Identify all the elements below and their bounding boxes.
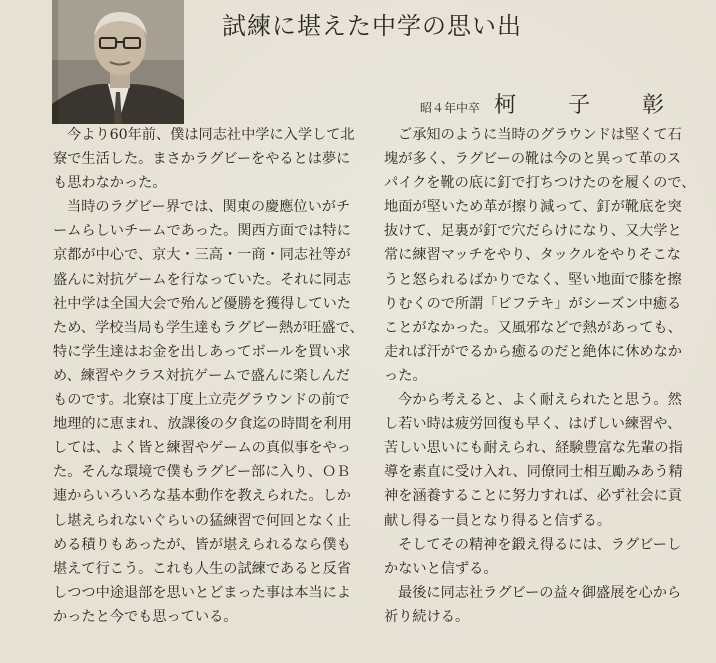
text-line: 盛んに対抗ゲームを行なっていた。それに同志: [53, 271, 351, 288]
author-name: 柯子彰: [494, 93, 716, 118]
text-line: し若い時は疲労回復も早く、はげしい練習や、: [384, 416, 682, 433]
text-line: ため、学校当局も学生達もラグビー熱が旺盛で、: [53, 319, 364, 336]
text-line: 苦しい思いにも耐えられ、経験豊富な先輩の指: [384, 440, 683, 457]
text-line: 走れば汗がでるから癒るのだと絶体に休めなか: [384, 343, 682, 360]
text-line: め、練習やクラス対抗ゲームで盛んに楽しんだ: [53, 367, 350, 384]
text-line: かったと今でも思っている。: [53, 608, 238, 625]
text-line: ームらしいチームであった。関西方面では特に: [53, 223, 351, 240]
text-line: った。: [384, 367, 427, 384]
graduation-year: 昭４年中卒: [420, 101, 481, 115]
text-line: 当時のラグビー界では、関東の慶應位いがチ: [67, 199, 351, 216]
text-line: 地面が堅いため革が擦り減って、釘が靴底を突: [384, 199, 682, 216]
text-line: 塊が多く、ラグビーの靴は今のと異って革のス: [384, 151, 682, 168]
text-line: 抜けて、足裏が釘で穴だらけになり、又大学と: [384, 223, 682, 240]
text-line: ことがなかった。又風邪などで熱があっても、: [384, 319, 682, 336]
text-line: パイクを靴の底に釘で打ちつけたのを履くので、: [384, 175, 696, 192]
text-line: 常に練習マッチをやり、タックルをやりそこな: [384, 247, 681, 264]
author-portrait-photo: [52, 0, 184, 124]
right-column: [384, 123, 706, 629]
text-line: 特に学生達はお金を出しあってボールを買い求: [53, 343, 351, 360]
left-column: [53, 123, 365, 629]
text-line: 最後に同志社ラグビーの益々御盛展を心から: [398, 584, 682, 601]
text-line: 地理的に恵まれ、放課後の夕食迄の時間を利用: [53, 416, 352, 433]
text-line: かないと信ずる。: [384, 560, 498, 577]
byline: [420, 88, 716, 119]
article-title: 試練に堪えた中学の思い出: [222, 12, 522, 40]
text-line: ものです。北寮は丁度上立売グラウンドの前で: [53, 392, 350, 409]
text-line: しては、よく皆と練習やゲームの真似事をやっ: [53, 440, 351, 457]
text-line: しつつ中途退部を思いとどまった事は本当によ: [53, 584, 351, 601]
text-line: 神を涵養することに努力すれば、必ず社会に貢: [384, 488, 682, 505]
text-line: そしてその精神を鍛え得るには、ラグビーし: [398, 536, 682, 553]
text-line: りむくので所謂「ビフテキ」がシーズン中癒る: [384, 295, 682, 312]
text-line: める積りもあったが、皆が堪えられるなら僕も: [53, 536, 351, 553]
text-line: 献し得る一員となり得ると信ずる。: [384, 512, 612, 529]
text-line: ご承知のように当時のグラウンドは堅くて石: [398, 127, 682, 143]
text-line: 堪えて行こう。これも人生の試練であると反省: [53, 560, 351, 577]
text-line: 寮で生活した。まさかラグビーをやるとは夢に: [53, 151, 351, 168]
text-line: も思わなかった。: [53, 175, 167, 192]
text-line: 導を素直に受け入れ、同僚同士相互勵みあう精: [384, 464, 683, 481]
text-line: 京都が中心で、京大・三高・一商・同志社等が: [53, 247, 351, 264]
text-line: 祈り続ける。: [384, 608, 470, 625]
text-line: た。そんな環境で僕もラグビー部に入り、ＯＢ: [53, 464, 351, 481]
text-line: し堪えられないぐらいの猛練習で何回となく止: [53, 512, 351, 529]
text-line: 今から考えると、よく耐えられたと思う。然: [398, 392, 682, 409]
text-line: うと怒られるばかりでなく、堅い地面で膝を擦: [384, 271, 682, 288]
text-line: 今より60年前、僕は同志社中学に入学して北: [67, 127, 355, 143]
text-line: 連からいろいろな基本動作を教えられた。しか: [53, 488, 351, 505]
text-line: 社中学は全国大会で殆んど優勝を獲得していた: [53, 295, 351, 312]
